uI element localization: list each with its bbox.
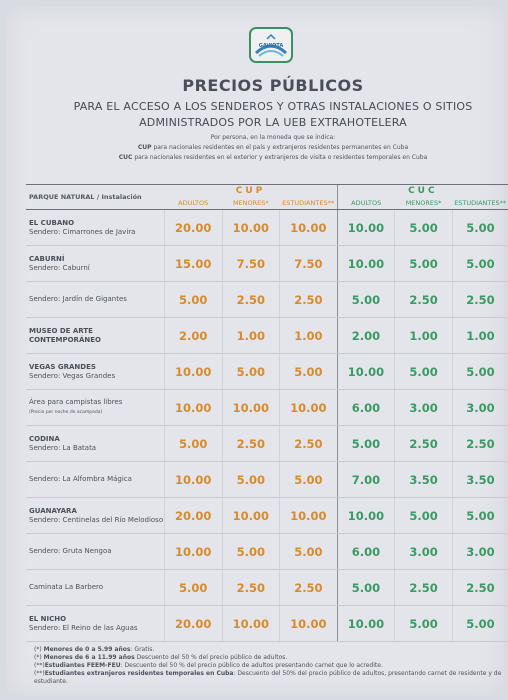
gaviota-logo-icon <box>253 31 289 59</box>
footnote-label: Menores de 0 a 5.99 años <box>43 646 131 653</box>
cuc-adults-price: 10.00 <box>337 498 395 534</box>
cup-adults-price: 10.00 <box>164 462 222 498</box>
cup-students-price: 2.50 <box>280 426 338 462</box>
price-table <box>26 184 508 642</box>
cup-minors-price: 5.00 <box>222 462 280 498</box>
cuc-adults-price: 10.00 <box>337 354 395 390</box>
cup-minors-price: 10.00 <box>222 498 280 534</box>
cup-students-price: 5.00 <box>280 354 338 390</box>
cup-adults-price: 2.00 <box>164 318 222 354</box>
cuc-minors-price: 3.00 <box>395 390 453 426</box>
cup-students-price: 5.00 <box>280 462 338 498</box>
cup-adults-header: ADULTOS <box>164 197 222 210</box>
footnotes <box>34 646 504 686</box>
cup-students-header: ESTUDIANTES** <box>280 197 338 210</box>
table-row <box>26 210 508 246</box>
footnote <box>34 662 504 670</box>
table-row <box>26 534 508 570</box>
trail-name: Caminata La Barbero <box>29 583 104 591</box>
cuc-students-price: 1.00 <box>452 318 508 354</box>
cuc-students-price: 2.50 <box>452 282 508 318</box>
currency-note-cup <box>6 144 508 151</box>
footnote-text: : Gratis. <box>130 646 155 653</box>
footnote <box>34 670 504 686</box>
footnote-mark: (**) <box>34 662 45 669</box>
trail-note: (Precio por noche de acampada) <box>29 410 103 415</box>
cuc-adults-header: ADULTOS <box>337 197 395 210</box>
table-row <box>26 462 508 498</box>
footnote-label: Estudiantes extranjeros residentes temporales en Cuba <box>44 670 234 677</box>
cuc-students-price: 5.00 <box>452 354 508 390</box>
cuc-adults-price: 7.00 <box>337 462 395 498</box>
cuc-minors-price: 5.00 <box>395 210 453 246</box>
park-name: VEGAS GRANDES <box>29 362 96 371</box>
cuc-description: para nacionales residentes en el exterior y extranjeros de visita o residentes temporales en Cuba <box>134 154 428 161</box>
cuc-minors-price: 5.00 <box>395 246 453 282</box>
cuc-minors-price: 3.00 <box>395 534 453 570</box>
cup-minors-price: 2.50 <box>222 426 280 462</box>
cup-code: CUP <box>137 144 152 151</box>
cuc-adults-price: 5.00 <box>337 570 395 606</box>
table-row <box>26 354 508 390</box>
cuc-adults-price: 6.00 <box>337 390 395 426</box>
cuc-adults-price: 10.00 <box>337 210 395 246</box>
table-row <box>26 246 508 282</box>
footnote-text: : Descuento del 50% del precio público de adultos, presentando carnet de residente y de estudiante. <box>34 670 502 685</box>
trail-name: Área para campistas libres <box>29 398 123 406</box>
cuc-minors-price: 3.50 <box>395 462 453 498</box>
cup-adults-price: 15.00 <box>164 246 222 282</box>
trail-name: Sendero: El Reino de las Aguas <box>29 623 138 632</box>
cuc-students-price: 5.00 <box>452 606 508 642</box>
park-name: CABURNÍ <box>29 254 65 263</box>
cuc-students-price: 3.50 <box>452 462 508 498</box>
park-name: EL CUBANO <box>29 218 75 227</box>
cuc-adults-price: 6.00 <box>337 534 395 570</box>
cup-adults-price: 5.00 <box>164 426 222 462</box>
cuc-minors-price: 1.00 <box>395 318 453 354</box>
currency-note-intro: Por persona, en la moneda que se indica: <box>210 134 336 141</box>
park-name: MUSEO DE ARTE CONTEMPORÁNEO <box>29 326 101 344</box>
cup-minors-price: 5.00 <box>222 534 280 570</box>
cup-adults-price: 5.00 <box>164 570 222 606</box>
table-row <box>26 570 508 606</box>
cup-students-price: 10.00 <box>280 606 338 642</box>
cup-students-price: 2.50 <box>280 282 338 318</box>
cup-minors-price: 10.00 <box>222 390 280 426</box>
cup-group-header: CUP <box>164 185 337 198</box>
cup-students-price: 2.50 <box>280 570 338 606</box>
trail-name: Sendero: Caburní <box>29 263 90 272</box>
cup-adults-price: 20.00 <box>164 498 222 534</box>
currency-note-cuc <box>6 154 508 161</box>
cuc-adults-price: 10.00 <box>337 606 395 642</box>
park-name: CODINA <box>29 434 60 443</box>
cuc-students-header: ESTUDIANTES** <box>452 197 508 210</box>
cuc-students-price: 5.00 <box>452 210 508 246</box>
cup-minors-header: MENORES* <box>222 197 280 210</box>
cuc-students-price: 2.50 <box>452 570 508 606</box>
cuc-students-price: 5.00 <box>452 498 508 534</box>
cuc-students-price: 5.00 <box>452 246 508 282</box>
cuc-minors-header: MENORES* <box>395 197 453 210</box>
cuc-minors-price: 2.50 <box>395 282 453 318</box>
cup-students-price: 5.00 <box>280 534 338 570</box>
cup-minors-price: 2.50 <box>222 570 280 606</box>
footnote-label: Menores de 6 a 11.99 años <box>43 654 135 661</box>
cup-adults-price: 20.00 <box>164 606 222 642</box>
cuc-students-price: 2.50 <box>452 426 508 462</box>
cuc-students-price: 3.00 <box>452 390 508 426</box>
cup-minors-price: 10.00 <box>222 210 280 246</box>
cup-minors-price: 1.00 <box>222 318 280 354</box>
cup-students-price: 1.00 <box>280 318 338 354</box>
footnote-mark: (**) <box>34 670 45 677</box>
cuc-group-header: CUC <box>337 185 508 198</box>
cup-minors-price: 5.00 <box>222 354 280 390</box>
cup-students-price: 10.00 <box>280 210 338 246</box>
cup-students-price: 10.00 <box>280 390 338 426</box>
page-title: PRECIOS PÚBLICOS <box>182 76 364 95</box>
table-row <box>26 426 508 462</box>
table-row <box>26 606 508 642</box>
footnote-mark: (*) <box>34 654 42 661</box>
cuc-minors-price: 2.50 <box>395 570 453 606</box>
cup-description: para nacionales residentes en el país y extranjeros residentes permanentes en Cuba <box>153 144 409 151</box>
cup-adults-price: 10.00 <box>164 390 222 426</box>
trail-name: Sendero: La Batata <box>29 443 97 452</box>
cup-minors-price: 7.50 <box>222 246 280 282</box>
footnote-text: Descuento del 50 % del precio público de adultos. <box>134 654 288 661</box>
svg-text:GAVIOTA: GAVIOTA <box>258 43 284 49</box>
cup-adults-price: 20.00 <box>164 210 222 246</box>
table-row <box>26 282 508 318</box>
cuc-adults-price: 5.00 <box>337 426 395 462</box>
trail-name: Sendero: La Alfombra Mágica <box>29 475 132 483</box>
trail-name: Sendero: Gruta Nengoa <box>29 547 112 555</box>
cup-students-price: 7.50 <box>280 246 338 282</box>
cup-adults-price: 10.00 <box>164 354 222 390</box>
park-name: GUANAYARA <box>29 506 77 515</box>
cuc-minors-price: 5.00 <box>395 606 453 642</box>
trail-name: Sendero: Jardín de Gigantes <box>29 295 127 303</box>
footnote-text: : Descuento del 50 % del precio público de adultos presentando carnet que lo acredite. <box>120 662 383 669</box>
cup-adults-price: 10.00 <box>164 534 222 570</box>
footnote-mark: (*) <box>34 646 42 653</box>
subtitle-line-2: ADMINISTRADOS POR LA UEB EXTRAHOTELERA <box>139 116 407 129</box>
cuc-code: CUC <box>118 154 133 161</box>
cuc-adults-price: 5.00 <box>337 282 395 318</box>
trail-name: Sendero: Centinelas del Río Melodioso <box>29 515 164 524</box>
cuc-minors-price: 5.00 <box>395 354 453 390</box>
footnote-label: Estudiantes FEEM-FEU <box>44 662 121 669</box>
price-sheet <box>6 6 507 696</box>
cup-adults-price: 5.00 <box>164 282 222 318</box>
trail-name: Sendero: Vegas Grandes <box>29 371 116 380</box>
cuc-adults-price: 2.00 <box>337 318 395 354</box>
footnote <box>34 646 504 654</box>
trail-name: Sendero: Cimarrones de Javira <box>29 227 136 236</box>
cup-students-price: 10.00 <box>280 498 338 534</box>
park-name: EL NICHO <box>29 614 67 623</box>
subtitle-line-1: PARA EL ACCESO A LOS SENDEROS Y OTRAS INSTALACIONES O SITIOS <box>73 100 473 113</box>
cuc-minors-price: 2.50 <box>395 426 453 462</box>
table-row <box>26 318 508 354</box>
cup-minors-price: 2.50 <box>222 282 280 318</box>
park-column-header: PARQUE NATURAL / Instalación <box>26 185 164 210</box>
cuc-adults-price: 10.00 <box>337 246 395 282</box>
gaviota-logo <box>249 27 293 63</box>
footnote <box>34 654 504 662</box>
cuc-students-price: 3.00 <box>452 534 508 570</box>
cup-minors-price: 10.00 <box>222 606 280 642</box>
table-row <box>26 390 508 426</box>
cuc-minors-price: 5.00 <box>395 498 453 534</box>
table-row <box>26 498 508 534</box>
